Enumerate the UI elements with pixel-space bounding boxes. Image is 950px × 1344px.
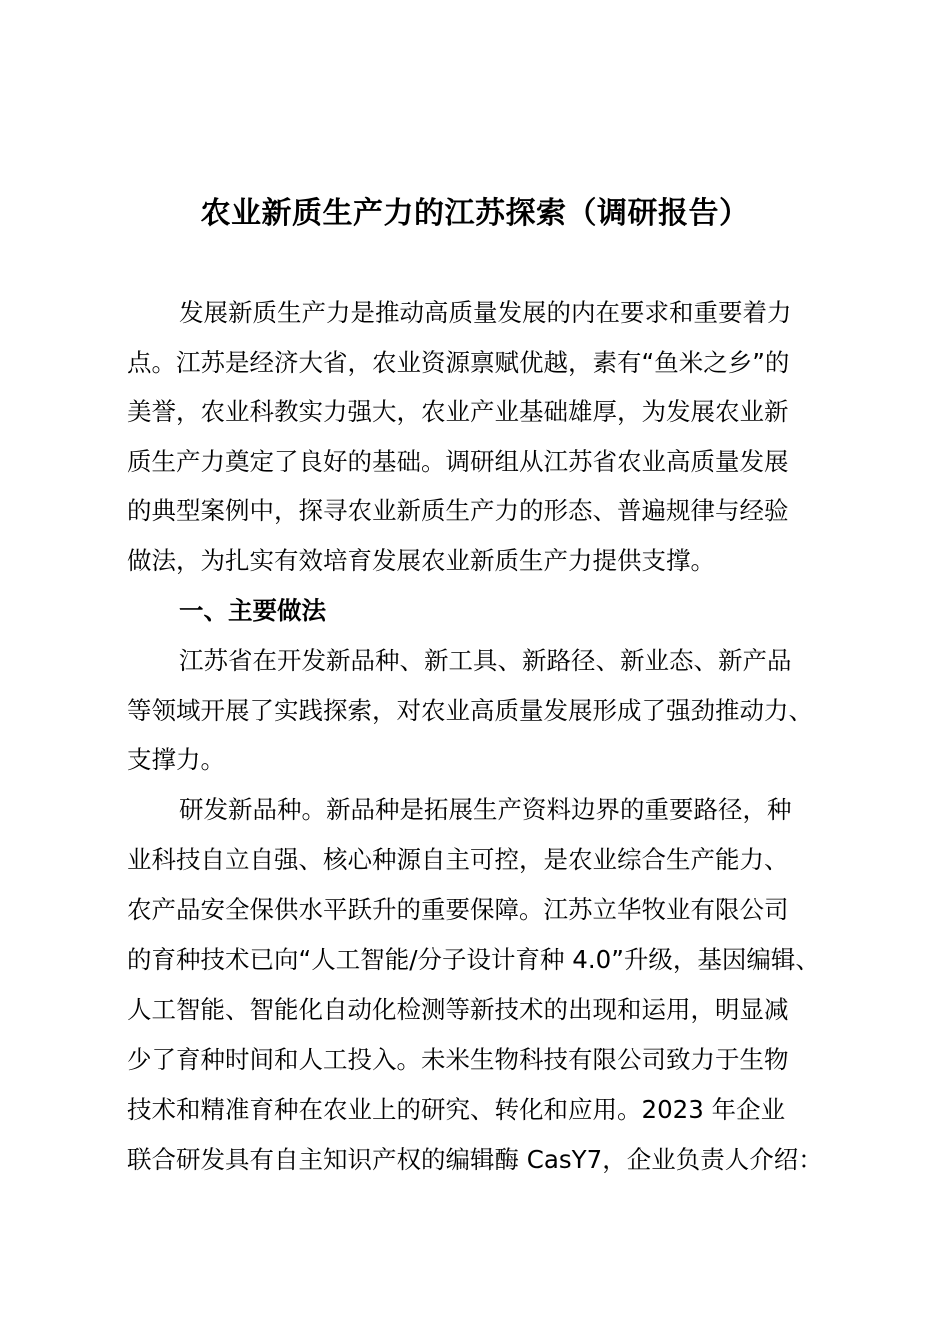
paragraph-line: 技术和精准育种在农业上的研究、转化和应用。2023 年企业 [127, 1095, 786, 1124]
paragraph-line: 业科技自立自强、核心种源自主可控，是农业综合生产能力、 [127, 845, 789, 874]
paragraph-line: 做法，为扎实有效培育发展农业新质生产力提供支撑。 [127, 546, 715, 575]
paragraph-line: 研发新品种。新品种是拓展生产资料边界的重要路径，种 [179, 795, 792, 824]
paragraph-line: 支撑力。 [127, 745, 225, 774]
paragraph-line: 的育种技术已向“人工智能/分子设计育种 4.0”升级，基因编辑、 [127, 945, 820, 974]
paragraph-line: 的典型案例中，探寻农业新质生产力的形态、普遍规律与经验 [127, 496, 789, 525]
paragraph-line: 人工智能、智能化自动化检测等新技术的出现和运用，明显减 [127, 995, 789, 1024]
paragraph-line: 质生产力奠定了良好的基础。调研组从江苏省农业高质量发展 [127, 447, 789, 476]
paragraph-line: 联合研发具有自主知识产权的编辑酶 CasY7，企业负责人介绍： [127, 1145, 823, 1174]
document-title: 农业新质生产力的江苏探索（调研报告） [200, 196, 750, 231]
paragraph-line: 等领域开展了实践探索，对农业高质量发展形成了强劲推动力、 [127, 696, 813, 725]
section-heading: 一、主要做法 [179, 596, 326, 625]
paragraph-line: 发展新质生产力是推动高质量发展的内在要求和重要着力 [179, 298, 792, 327]
paragraph-line: 美誉，农业科教实力强大，农业产业基础雄厚，为发展农业新 [127, 397, 789, 426]
paragraph-line: 农产品安全保供水平跃升的重要保障。江苏立华牧业有限公司 [127, 895, 789, 924]
paragraph-line: 点。江苏是经济大省，农业资源禀赋优越，素有“鱼米之乡”的 [127, 348, 790, 377]
paragraph-line: 少了育种时间和人工投入。未米生物科技有限公司致力于生物 [127, 1045, 789, 1074]
paragraph-line: 江苏省在开发新品种、新工具、新路径、新业态、新产品 [179, 646, 792, 675]
